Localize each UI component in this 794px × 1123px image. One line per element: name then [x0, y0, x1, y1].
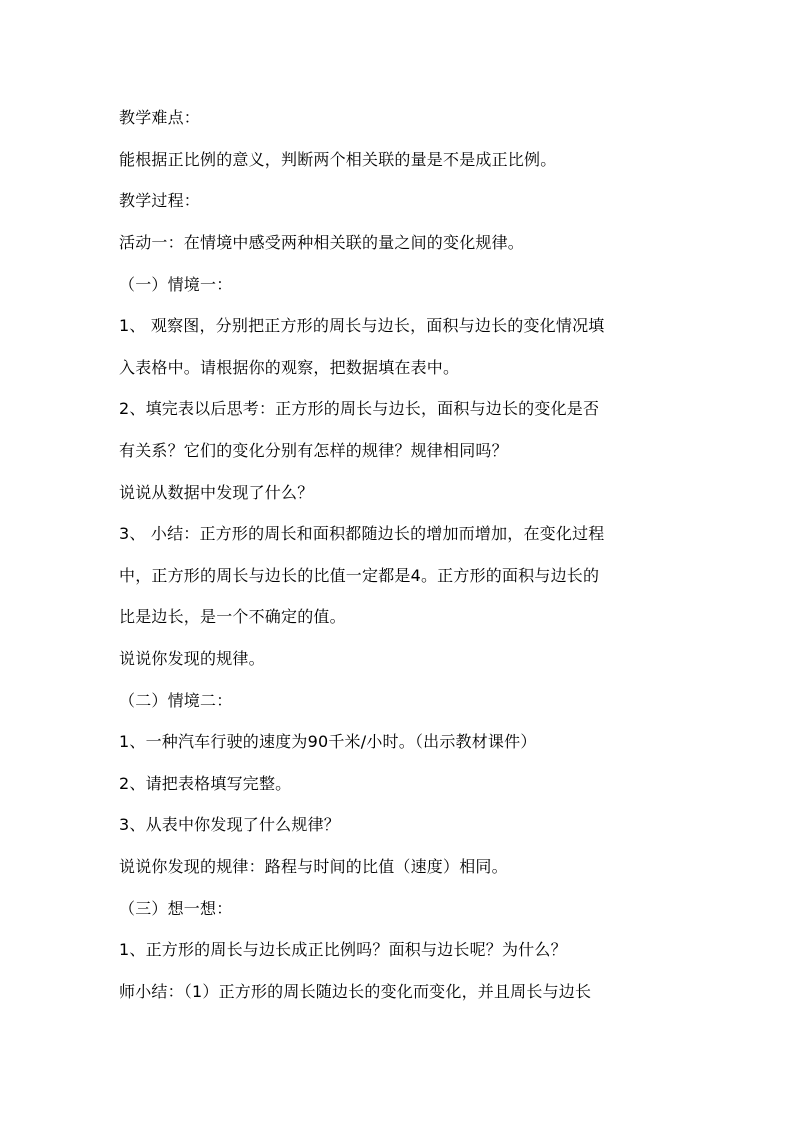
list-item-3: 3、从表中你发现了什么规律？ [119, 815, 340, 834]
list-item-2: 2、请把表格填写完整。 [119, 774, 292, 793]
paragraph-line: 说说你发现的规律。 [119, 649, 265, 668]
paragraph-line: 能根据正比例的意义，判断两个相关联的量是不是成正比例。 [119, 150, 557, 169]
list-item-2: 2、填完表以后思考：正方形的周长与边长，面积与边长的变化是否 [119, 399, 600, 418]
list-item-3-continued: 中，正方形的周长与边长的比值一定都是4。正方形的面积与边长的 [119, 566, 600, 585]
list-item-1: 1、正方形的周长与边长成正比例吗？面积与边长呢？为什么？ [119, 940, 567, 959]
section-think: （三）想一想： [119, 899, 233, 918]
list-item-1-continued: 入表格中。请根据你的观察，把数据填在表中。 [119, 358, 460, 377]
list-item-1: 1、一种汽车行驶的速度为90千米/小时。（出示教材课件） [119, 732, 537, 751]
section-scenario-two: （二）情境二： [119, 691, 233, 710]
list-item-2-continued: 有关系？它们的变化分别有怎样的规律？规律相同吗？ [119, 441, 508, 460]
paragraph-line: 说说从数据中发现了什么？ [119, 483, 314, 502]
section-scenario-one: （一）情境一： [119, 275, 233, 294]
paragraph-line: 说说你发现的规律：路程与时间的比值（速度）相同。 [119, 857, 508, 876]
list-item-1: 1、 观察图，分别把正方形的周长与边长，面积与边长的变化情况填 [119, 316, 605, 335]
list-item-3-summary: 3、 小结：正方形的周长和面积都随边长的增加而增加，在变化过程 [119, 524, 605, 543]
activity-one-title: 活动一：在情境中感受两种相关联的量之间的变化规律。 [119, 233, 525, 252]
heading-teaching-difficulty: 教学难点： [119, 108, 201, 127]
teacher-summary: 师小结：（1）正方形的周长随边长的变化而变化，并且周长与边长 [119, 982, 592, 1001]
list-item-3-continued: 比是边长，是一个不确定的值。 [119, 607, 346, 626]
heading-teaching-process: 教学过程： [119, 191, 201, 210]
